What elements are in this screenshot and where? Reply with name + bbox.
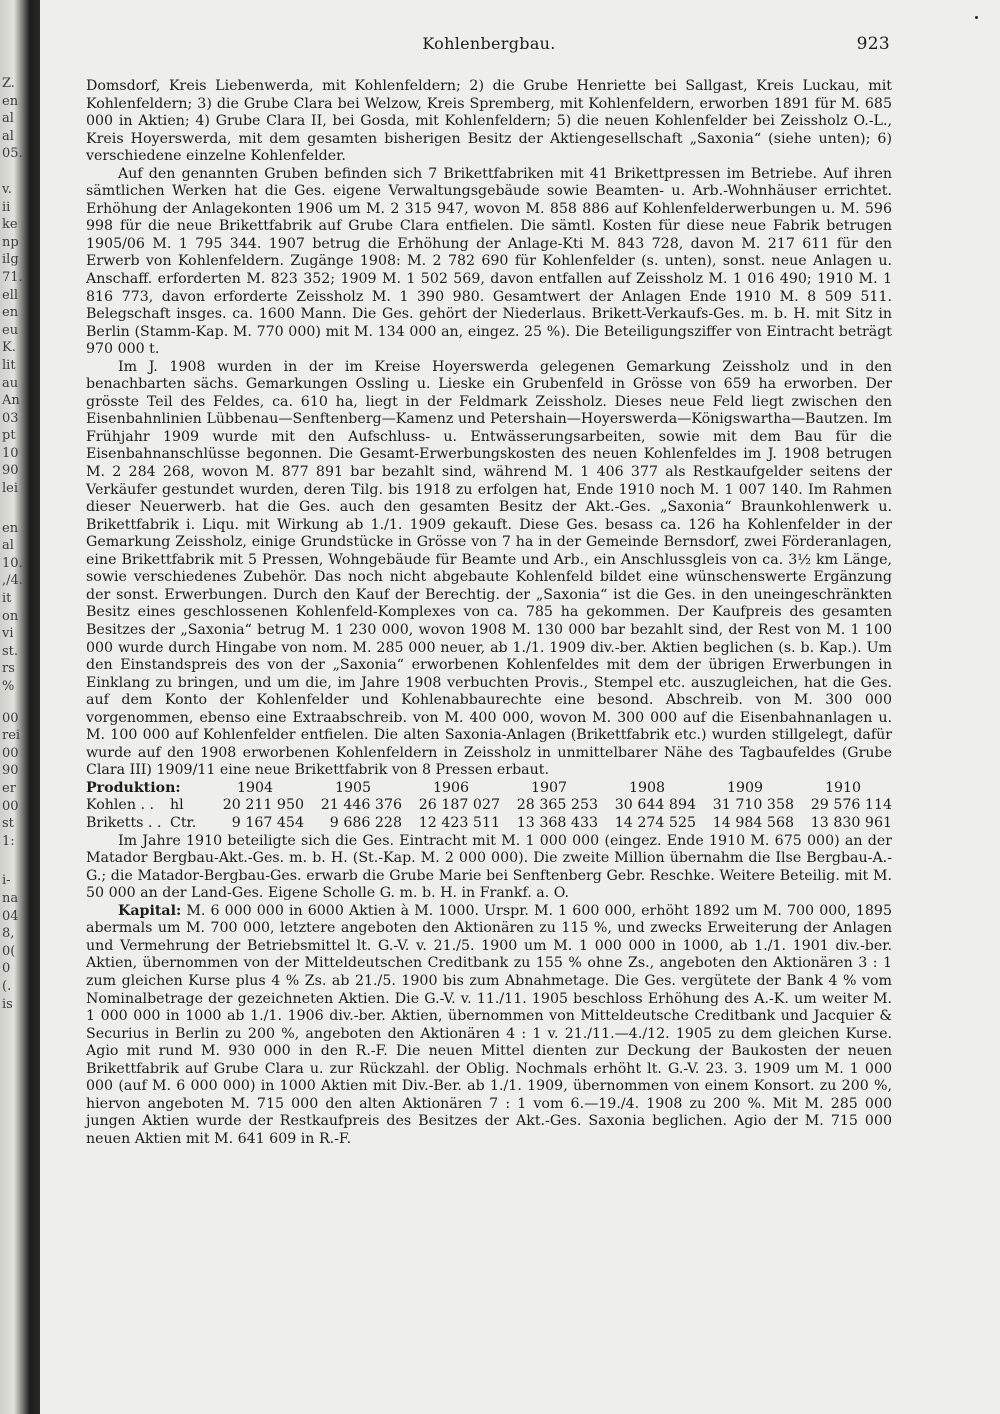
row-unit: hl (170, 797, 184, 814)
table-cell: 20 211 950 (222, 797, 304, 814)
bleed-line: it (2, 591, 12, 607)
bleed-line: 90 (2, 763, 19, 779)
year-header: 1906 (432, 779, 470, 796)
table-cell: 28 365 253 (516, 797, 598, 814)
bleed-group-top (2, 0, 28, 163)
bleed-line: st (2, 816, 14, 832)
bleed-line: er (2, 780, 16, 796)
bleed-line: au (2, 375, 19, 391)
paragraph-beteiligung: Im Jahre 1910 beteiligte sich die Ges. Eintracht mit M. 1 000 000 (eingez. Ende 1910 M. 675 000) an der Matador Bergbau-Akt.-Ges. m. b. H. (St.-Kap. M. 2 000 000). Die zweite Million übernahm die Ilse Bergbau-A.-G.; die Matador-Bergbau-Ges. erwarb die Grube Marie bei Senftenberg Gebr. Reschke. Weitere Beteilig. mit M. 50 000 an der Land-Ges. Eigene Scholle G. m. b. H. in Frankf. a. O. (86, 832, 892, 902)
bleed-line: 90 (2, 463, 19, 479)
book-page (86, 34, 892, 1149)
bleed-line: Z. (2, 76, 15, 91)
table-cell: 14 274 525 (614, 815, 696, 832)
table-cell: 30 644 894 (614, 797, 696, 814)
paragraph-3: Im J. 1908 wurden in der im Kreise Hoyerswerda gelegenen Gemarkung Zeissholz und in den benachbarten sächs. Gemarkungen Ossling u. Lieske ein Grubenfeld in Grösse von 659 ha erworben. Der grösste Teil des Feldes, ca. 610 ha, liegt in der Feldmark Zeissholz. Dieses neue Feld liegt zwischen den Eisenbahnlinien Lübbenau—Senftenberg—Kamenz und Petershain—Hoyerswerda—Königswartha—Bautzen. Im Frühjahr 1909 wurde mit den Aufschluss- u. Entwässerungsarbeiten, sowie mit dem Bau für die Eisenbahnanschlüsse begonnen. Die Gesamt-Erwerbungskosten des neuen Kohlenfeldes im J. 1908 betrugen M. 2 284 268, wovon M. 877 891 bar bezahlt sind, während M. 1 406 377 als Restkaufgelder seitens der Verkäufer gestundet wurden, deren Tilg. bis 1918 zu erfolgen hat, Ende 1910 noch M. 1 007 140. Im Rahmen dieser Neuerwerb. hat die Ges. auch den gesamten Besitz der Akt.-Ges. „Saxonia“ Braunkohlenwerk u. Brikettfabrik i. Liqu. mit Wirkung ab 1./1. 1909 gekauft. Diese Ges. besass ca. 126 ha Kohlenfelder in der Gemarkung Zeissholz, einige Grundstücke in Grösse von 7 ha in der Gemeinde Bernsdorf, zwei Förderanlagen, eine Brikettfabrik mit 5 Pressen, Wohngebäude für Beamte und Arb., ein Anschlussgleis von ca. 3½ km Länge, sowie verschiedenes Zubehör. Das noch nicht abgebaute Kohlenfeld bildet eine wünschenswerte Ergänzung der sonst. Erwerbungen. Durch den Kauf der Berechtig. der „Saxonia“ ist die Ges. in den uneingeschränkten Besitz eines geschlossenen Kohlenfeld-Komplexes von ca. 785 ha gekommen. Der Kaufpreis des gesamten Besitzes der „Saxonia“ betrug M. 1 230 000, wovon 1908 M. 130 000 bar bezahlt sind, der Rest von M. 1 100 000 wurde durch Hingabe von nom. M. 285 000 neuer, ab 1./1. 1909 div.-ber. Aktien beglichen (s. b. Kap.). Um den Einstandspreis des von der „Saxonia“ erworbenen Kohlenfeldes mit dem der übrigen Erwerbungen in Einklang zu bringen, und um die, im Jahre 1908 verbuchten Provis., Stempel etc. auszugleichen, hat die Ges. auf dem Konto der Kohlenfelder und Kohlenabbaurechte eine besond. Abschreib. von M. 300 000 vorgenommen, ebenso eine Extraabschreib. von M. 400 000, wovon M. 300 000 auf die Eisenbahnanlagen u. M. 100 000 auf Kohlenfelder entfielen. Die alten Saxonia-Anlagen (Brikettfabrik etc.) wurden stillgelegt, dafür wurde auf den 1908 erworbenen Kohlenfeldern in Zeissholz in unmittelbarer Nähe des Tagbaufeldes (Grube Clara III) 1909/11 eine neue Brikettfabrik von 8 Pressen erbaut. (86, 358, 892, 779)
row-label: Briketts . . (86, 815, 162, 832)
adjacent-page-bleed (2, 0, 28, 1414)
bleed-line: en (2, 305, 19, 321)
production-table (86, 780, 892, 833)
year-header: 1909 (726, 779, 764, 796)
bleed-line: i- (2, 873, 11, 889)
bleed-line: eu (2, 322, 19, 338)
bleed-line: lit (2, 357, 16, 373)
bleed-line: 10. (2, 555, 23, 571)
table-cell: 12 423 511 (418, 815, 500, 832)
bleed-line: 00 (2, 798, 19, 814)
kapital-label: Kapital: (118, 902, 182, 919)
bleed-line: % (2, 679, 15, 694)
bleed-line: 0 (2, 961, 11, 977)
table-cell: 21 446 376 (320, 797, 402, 814)
kapital-text: M. 6 000 000 in 6000 Aktien à M. 1000. Urspr. M. 1 600 000, erhöht 1892 um M. 700 000, 1895 abermals um M. 700 000, letztere angeboten den Aktionären zu 115 %, und zwecks Erweiterung der Anlagen und Vermehrung der Betriebsmittel lt. G.-V. v. 21./5. 1900 um M. 1 000 000 in 1000, ab 1./1. 1901 div.-ber. Aktien, übernommen von der Mitteldeutschen Creditbank zu 155 % ohne Zs., angeboten den Aktionären 3 : 1 zum gleichen Kurse plus 4 % Zs. ab 21./5. 1900 bis zum Abnahmetage. Die Ges. vergütete der Bank 4 % vom Nominalbetrage der gezeichneten Aktien. Die G.-V. v. 11./11. 1905 beschloss Erhöhung des A.-K. um weiter M. 1 000 000 in 1000 ab 1./1. 1906 div.-ber. Aktien, übernommen von Mitteldeutsche Creditbank und Jacquier & Securius in Berlin zu 200 %, angeboten den Aktionären 4 : 1 v. 21./11.—4./12. 1905 zu dem gleichen Kurse. Agio mit rund M. 930 000 in den R.-F. Die neuen Mittel dienten zur Deckung der Baukosten der neuen Brikettfabrik auf Grube Clara u. zur Rückzahl. der Oblig. Nochmals erhöht lt. G.-V. 23. 3. 1909 um M. 1 000 000 (auf M. 6 000 000) in 1000 Aktien mit Div.-Ber. ab 1./1. 1909, übernommen von einem Konsort. zu 200 %, hiervon angeboten M. 715 000 den alten Aktionären 7 : 1 vom 6.—19./4. 1908 zu 200 %. Mit M. 285 000 jungen Aktien wurde der Restkaufpreis des Besitzes der Akt.-Ges. Saxonia beglichen. Agio der M. 715 000 neuen Aktien mit M. 641 609 in R.-F. (86, 902, 892, 1147)
paragraph-1: Domsdorf, Kreis Liebenwerda, mit Kohlenfeldern; 2) die Grube Henriette bei Sallgast, Kreis Luckau, mit Kohlenfeldern; 3) die Grube Clara bei Welzow, Kreis Spremberg, mit Kohlenfeldern, erworben 1891 für M. 685 000 in Aktien; 4) Grube Clara II, bei Gosda, mit Kohlenfeldern; 5) die neuen Kohlenfelder bei Zeissholz O.-L., Kreis Hoyerswerda, mit dem gesamten bisherigen Besitz der Aktiengesellschaft „Saxonia“ (siehe unten); 6) verschiedene einzelne Kohlenfelder. (86, 78, 892, 165)
table-cell: 13 368 433 (516, 815, 598, 832)
bleed-line: ii (2, 199, 11, 215)
bleed-line: 0( (2, 943, 16, 959)
table-cell: 9 167 454 (231, 815, 304, 832)
production-header-row (86, 780, 892, 798)
bleed-line: 00 (2, 710, 19, 726)
table-cell: 31 710 358 (712, 797, 794, 814)
table-cell: 13 830 961 (810, 815, 892, 832)
paragraph-2: Auf den genannten Gruben befinden sich 7 Brikettfabriken mit 41 Brikettpressen im Betriebe. Auf ihren sämtlichen Werken hat die Ges. eigene Verwaltungsgebäude sowie Beamten- u. Arb.-Wohnhäuser errichtet. Erhöhung der Anlagekonten 1906 um M. 2 315 947, wovon M. 858 886 auf Kohlenfelderwerbungen u. M. 596 998 für die neue Brikettfabrik auf Grube Clara entfielen. Die sämtl. Kosten für diese neue Fabrik betrugen 1905/06 M. 1 795 344. 1907 betrug die Erhöhung der Anlage-Kti M. 843 728, davon M. 217 611 für den Erwerb von Kohlenfeldern. Zugänge 1908: M. 2 782 690 für Kohlenfelder (s. unten), sonst. neue Anlagen u. Anschaff. erforderten M. 823 352; 1909 M. 1 502 569, davon entfallen auf Zeissholz M. 1 016 490; 1910 M. 1 816 773, davon erforderte Zeissholz M. 1 390 980. Gesamtwert der Anlagen Ende 1910 M. 8 509 511. Belegschaft insges. ca. 1600 Mann. Die Ges. gehört der Niederlaus. Brikett-Verkaufs-Ges. m. b. H. mit Sitz in Berlin (Stamm-Kap. M. 770 000) mit M. 134 000 an, eingez. 25 %). Die Beteiligungsziffer von Eintracht beträgt 970 000 t. (86, 165, 892, 358)
table-cell: 14 984 568 (712, 815, 794, 832)
bleed-line: ilg (2, 252, 19, 268)
bleed-line: ke (2, 217, 18, 233)
bleed-line: al (2, 111, 14, 127)
bleed-line: 8, (2, 926, 15, 942)
year-header: 1907 (530, 779, 568, 796)
bleed-line: 05. (2, 146, 23, 162)
bleed-group-end (2, 872, 28, 1013)
body-text (86, 78, 892, 1149)
scan-speck (975, 16, 978, 19)
bleed-group-low2 (2, 710, 28, 851)
row-label: Kohlen . . (86, 797, 155, 814)
bleed-line: pt (2, 428, 16, 444)
bleed-line: v. (2, 181, 12, 197)
bleed-group-low (2, 520, 28, 696)
bleed-line: 04 (2, 908, 19, 924)
running-head (86, 34, 892, 58)
production-label: Produktion: (86, 779, 181, 796)
bleed-line: An (2, 393, 20, 409)
bleed-line: is (2, 996, 13, 1012)
bleed-line: (. (2, 978, 12, 994)
year-header: 1904 (236, 779, 274, 796)
row-unit: Ctr. (170, 815, 197, 832)
bleed-line: rei (2, 728, 21, 744)
table-cell: 29 576 114 (810, 797, 892, 814)
bleed-line: ,/4. (2, 573, 23, 589)
paragraph-kapital (86, 903, 892, 1149)
production-row-kohlen (86, 797, 892, 815)
page-number: 923 (856, 34, 890, 54)
bleed-line: 03 (2, 410, 19, 426)
bleed-line: 10 (2, 445, 19, 461)
bleed-line: np (2, 234, 19, 250)
production-row-briketts (86, 815, 892, 833)
bleed-line: 1: (2, 833, 15, 849)
bleed-line: al (2, 538, 14, 554)
bleed-line: vi (2, 626, 14, 642)
bleed-line: on (2, 608, 19, 624)
table-cell: 26 187 027 (418, 797, 500, 814)
bleed-line: al (2, 128, 14, 144)
table-cell: 9 686 228 (329, 815, 402, 832)
year-header: 1910 (824, 779, 862, 796)
bleed-line: en (2, 520, 19, 536)
bleed-line: na (2, 890, 19, 906)
running-title: Kohlenbergbau. (422, 34, 556, 53)
bleed-line: 00 (2, 745, 19, 761)
bleed-line: 71. (2, 269, 23, 285)
year-header: 1908 (628, 779, 666, 796)
bleed-line: lei (2, 481, 19, 497)
bleed-line: en (2, 93, 19, 109)
year-header: 1905 (334, 779, 372, 796)
bleed-line: rs (2, 661, 15, 677)
bleed-line: st. (2, 643, 19, 659)
bleed-group-mid (2, 181, 28, 498)
bleed-line: K. (2, 340, 16, 356)
bleed-line: ell (2, 287, 19, 303)
